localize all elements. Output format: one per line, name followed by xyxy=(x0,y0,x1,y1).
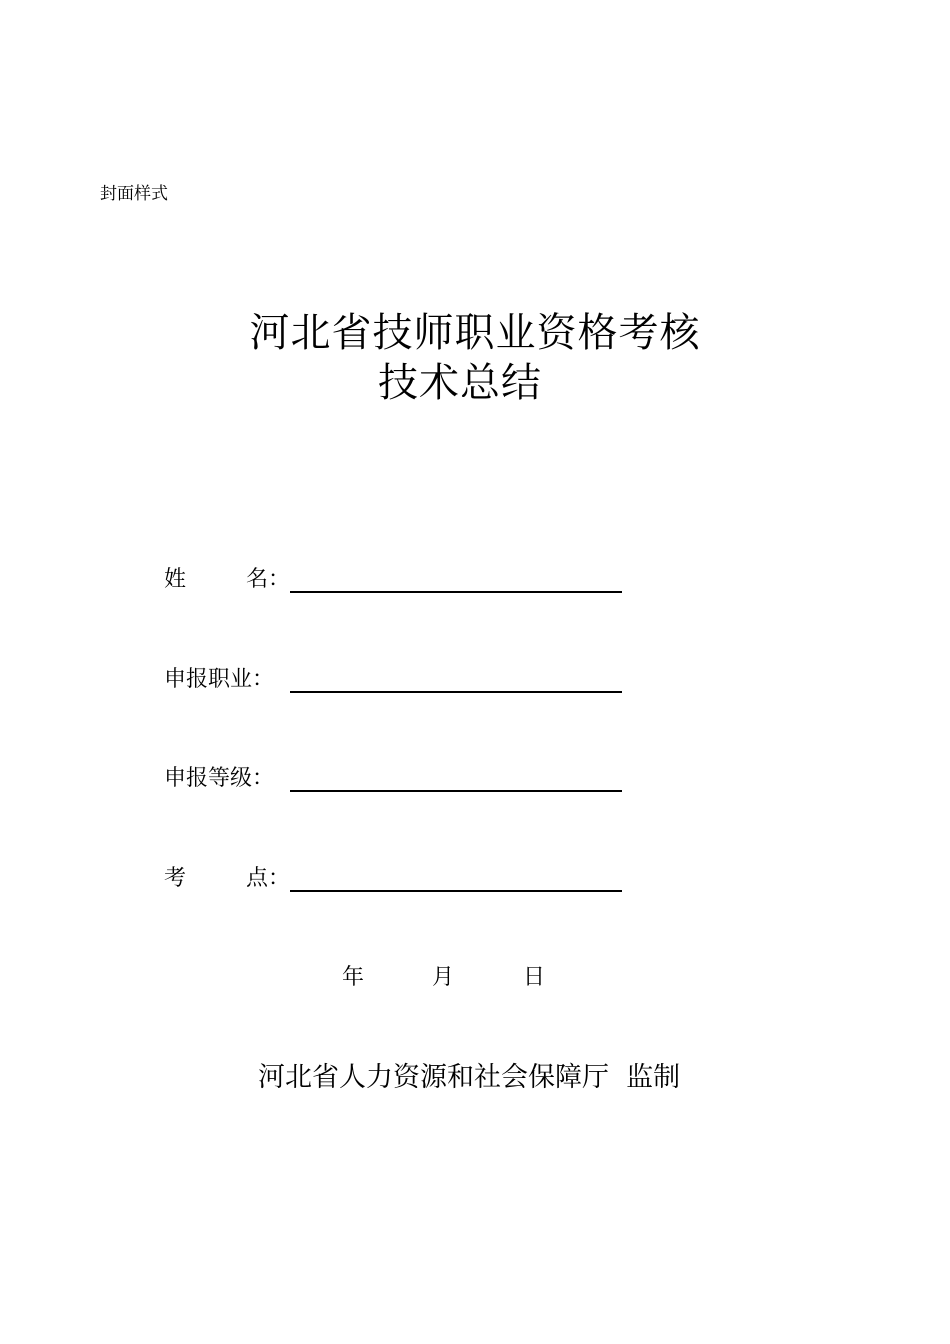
field-level-label: 申报等级： xyxy=(164,766,275,791)
field-occupation xyxy=(164,665,634,699)
field-exam-site-blank-line xyxy=(290,890,622,892)
title-line-2: 技术总结 xyxy=(378,360,542,406)
field-name-label-part2: 名： xyxy=(245,567,290,592)
field-level-blank-line xyxy=(290,790,622,792)
field-name xyxy=(164,565,634,599)
field-level xyxy=(164,764,634,798)
field-exam-site-label-part2: 点： xyxy=(245,866,290,891)
field-occupation-label: 申报职业： xyxy=(164,667,275,692)
issuer: 河北省人力资源和社会保障厅 监制 xyxy=(258,1062,681,1093)
date-row xyxy=(342,963,562,995)
field-occupation-blank-line xyxy=(290,691,622,693)
document-title xyxy=(0,308,950,408)
date-year: 年 xyxy=(342,965,365,990)
field-exam-site-label-part1: 考 xyxy=(164,866,187,891)
field-name-label-part1: 姓 xyxy=(164,567,187,592)
field-exam-site xyxy=(164,864,634,898)
title-line-1: 河北省技师职业资格考核 xyxy=(249,310,701,356)
cover-note: 封面样式 xyxy=(100,184,168,204)
field-exam-site-label xyxy=(164,864,290,894)
field-name-blank-line xyxy=(290,591,622,593)
date-day: 日 xyxy=(523,965,546,990)
date-month: 月 xyxy=(432,965,455,990)
field-name-label xyxy=(164,565,290,595)
